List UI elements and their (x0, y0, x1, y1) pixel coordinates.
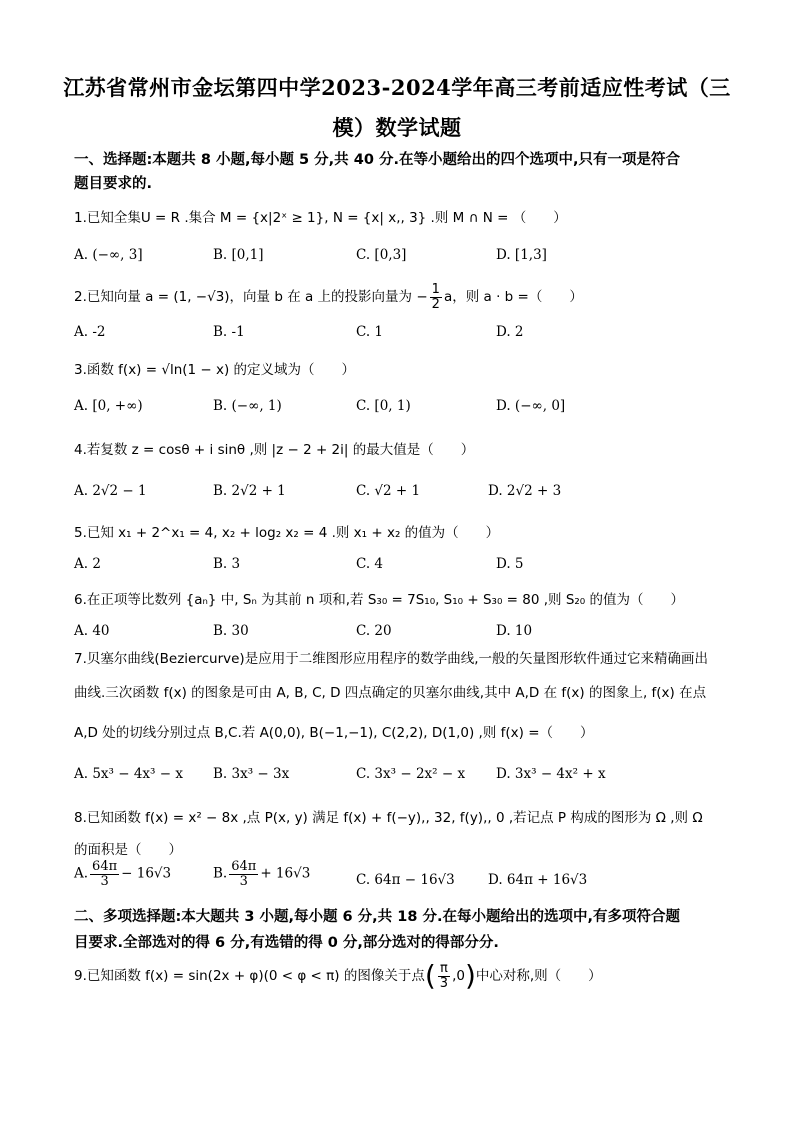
question-8-option-b-denominator: 3 (239, 873, 248, 889)
question-8-line2: 的面积是（ ） (74, 842, 182, 858)
question-2-fraction (430, 283, 442, 311)
question-1-option-a: A. (−∞, 3] (74, 247, 143, 263)
question-8-option-a-fraction (90, 860, 119, 888)
question-8-option-b-fraction (229, 860, 258, 888)
question-7-option-b: B. 3x³ − 3x (213, 766, 290, 782)
question-4-option-a: A. 2√2 − 1 (74, 483, 147, 499)
question-5-option-a: A. 2 (74, 556, 101, 572)
question-3-option-d: D. (−∞, 0] (496, 398, 566, 414)
question-8-option-a-denominator: 3 (100, 873, 109, 889)
question-2-fraction-numerator: 1 (431, 282, 440, 297)
section1-heading-line2: 题目要求的. (74, 176, 153, 192)
question-9-fraction-denominator: 3 (439, 975, 449, 991)
question-6-option-c: C. 20 (356, 623, 392, 639)
question-7-option-d: D. 3x³ − 4x² + x (496, 766, 606, 782)
right-paren: ) (464, 959, 476, 993)
question-5-option-b: B. 3 (213, 556, 241, 572)
question-8-option-a-numerator: 64π (92, 859, 118, 874)
question-8-option-b-rest: + 16√3 (260, 865, 311, 882)
question-8-option-a-label: A. (74, 865, 89, 882)
section2-heading-line2: 目要求.全部选对的得 6 分,有选错的得 0 分,部分选对的得部分分. (74, 935, 499, 951)
question-8-option-d: D. 64π + 16√3 (488, 872, 588, 888)
question-2-option-c: C. 1 (356, 324, 384, 340)
question-9-stem-part2: 中心对称,则（ ） (475, 968, 602, 985)
question-4-option-b: B. 2√2 + 1 (213, 483, 286, 499)
question-2-stem-part2: a，则 a · b =（ ） (443, 289, 583, 306)
question-9-fraction (438, 962, 450, 990)
question-4-option-d: D. 2√2 + 3 (488, 483, 562, 499)
question-8-option-c: C. 64π − 16√3 (356, 872, 455, 888)
question-9-stem (74, 959, 602, 993)
left-paren: ( (424, 959, 436, 993)
question-9-stem-part1: 9.已知函数 f(x) = sin(2x + φ)(0 < φ < π) 的图像关于点 (74, 968, 425, 985)
question-3-stem: 3.函数 f(x) = √ln(1 − x) 的定义域为（ ） (74, 362, 356, 378)
question-6-stem: 6.在正项等比数列 {aₙ} 中, Sₙ 为其前 n 项和,若 S₃₀ = 7S₁₀, S₁₀ + S₃₀ = 80 ,则 S₂₀ 的值为（ ） (74, 592, 684, 608)
question-2-option-a: A. -2 (74, 324, 106, 340)
question-8-option-b-numerator: 64π (231, 859, 257, 874)
question-9-point-y: ,0 (452, 968, 465, 985)
question-2-option-d: D. 2 (496, 324, 524, 340)
question-1-stem: 1.已知全集U = R .集合 M = {x|2ˣ ≥ 1}, N = {x| x,, 3} .则 M ∩ N = （ ） (74, 210, 567, 226)
question-5-stem: 5.已知 x₁ + 2^x₁ = 4, x₂ + log₂ x₂ = 4 .则 x₁ + x₂ 的值为（ ） (74, 525, 500, 541)
question-4-stem: 4.若复数 z = cosθ + i sinθ ,则 |z − 2 + 2i| 的最大值是（ ） (74, 442, 475, 458)
question-8-option-b (213, 860, 310, 888)
question-8-option-a-rest: − 16√3 (121, 865, 172, 882)
exam-title-line2: 模）数学试题 (332, 115, 462, 140)
question-8-line1: 8.已知函数 f(x) = x² − 8x ,点 P(x, y) 满足 f(x) + f(−y),, 32, f(y),, 0 ,若记点 P 构成的图形为 Ω ,则 Ω (74, 810, 703, 826)
question-6-option-a: A. 40 (74, 623, 110, 639)
question-1-option-c: C. [0,3] (356, 247, 407, 263)
question-9-fraction-numerator: π (440, 961, 448, 976)
question-2-stem-part1: 2.已知向量 a = (1, −√3)，向量 b 在 a 上的投影向量为 − (74, 289, 428, 306)
question-2-option-b: B. -1 (213, 324, 245, 340)
question-1-option-d: D. [1,3] (496, 247, 547, 263)
question-7-option-c: C. 3x³ − 2x² − x (356, 766, 466, 782)
question-4-option-c: C. √2 + 1 (356, 483, 421, 499)
question-7-line3: A,D 处的切线分别过点 B,C.若 A(0,0), B(−1,−1), C(2,2), D(1,0) ,则 f(x) =（ ） (74, 725, 594, 741)
section1-heading-line1: 一、选择题:本题共 8 小题,每小题 5 分,共 40 分.在等小题给出的四个选项中,只有一项是符合 (74, 152, 680, 168)
question-3-option-c: C. [0, 1) (356, 398, 411, 414)
question-6-option-b: B. 30 (213, 623, 249, 639)
question-3-option-b: B. (−∞, 1) (213, 398, 282, 414)
question-7-line2: 曲线.三次函数 f(x) 的图象是可由 A, B, C, D 四点确定的贝塞尔曲线,其中 A,D 在 f(x) 的图象上, f(x) 在点 (74, 685, 707, 701)
question-7-line1: 7.贝塞尔曲线(Beziercurve)是应用于二维图形应用程序的数学曲线,一般的矢量图形软件通过它来精确画出 (74, 651, 708, 667)
question-7-option-a: A. 5x³ − 4x³ − x (74, 766, 183, 782)
section2-heading-line1: 二、多项选择题:本大题共 3 小题,每小题 6 分,共 18 分.在每小题给出的选项中,有多项符合题 (74, 909, 680, 925)
question-8-option-a (74, 860, 171, 888)
question-3-option-a: A. [0, +∞) (74, 398, 143, 414)
question-1-option-b: B. [0,1] (213, 247, 264, 263)
question-8-option-b-label: B. (213, 865, 228, 882)
question-2-fraction-denominator: 2 (431, 296, 440, 312)
question-5-option-c: C. 4 (356, 556, 384, 572)
question-6-option-d: D. 10 (496, 623, 533, 639)
question-2-stem (74, 283, 583, 311)
exam-title-line1: 江苏省常州市金坛第四中学2023-2024学年高三考前适应性考试（三 (63, 75, 731, 100)
question-5-option-d: D. 5 (496, 556, 524, 572)
